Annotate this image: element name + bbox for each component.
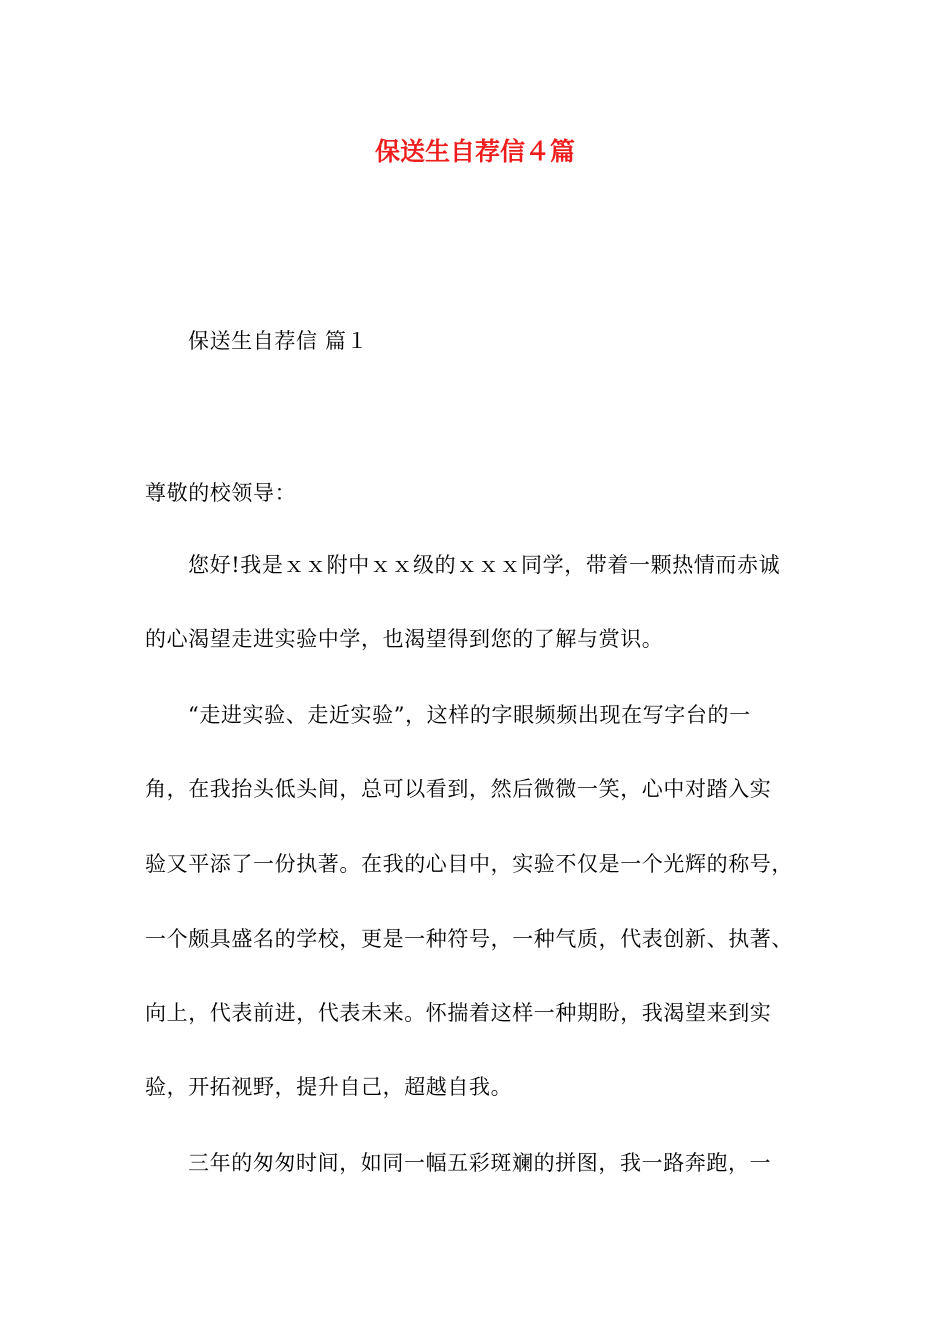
body-line: “走进实验、走近实验”，这样的字眼频频出现在写字台的一 [188,703,751,727]
salutation: 尊敬的校领导： [145,481,297,505]
section-heading: 保送生自荐信 篇１ [188,329,369,353]
body-line: 您好!我是ｘｘ附中ｘｘ级的ｘｘｘ同学，带着一颗热情而赤诚 [188,553,781,577]
body-line: 的心渴望走进实验中学，也渴望得到您的了解与赏识。 [145,627,664,651]
body-line: 三年的匆匆时间，如同一幅五彩斑斓的拼图，我一路奔跑，一 [188,1151,772,1175]
body-line: 验，开拓视野，提升自己，超越自我。 [145,1075,513,1099]
body-line: 一个颇具盛名的学校，更是一种符号，一种气质，代表创新、执著、 [145,927,793,951]
document-title: 保送生自荐信４篇 [374,137,575,166]
body-line: 角，在我抬头低头间，总可以看到，然后微微一笑，心中对踏入实 [145,777,772,801]
body-line: 验又平添了一份执著。在我的心目中，实验不仅是一个光辉的称号， [145,852,793,876]
body-line: 向上，代表前进，代表未来。怀揣着这样一种期盼，我渴望来到实 [145,1001,772,1025]
